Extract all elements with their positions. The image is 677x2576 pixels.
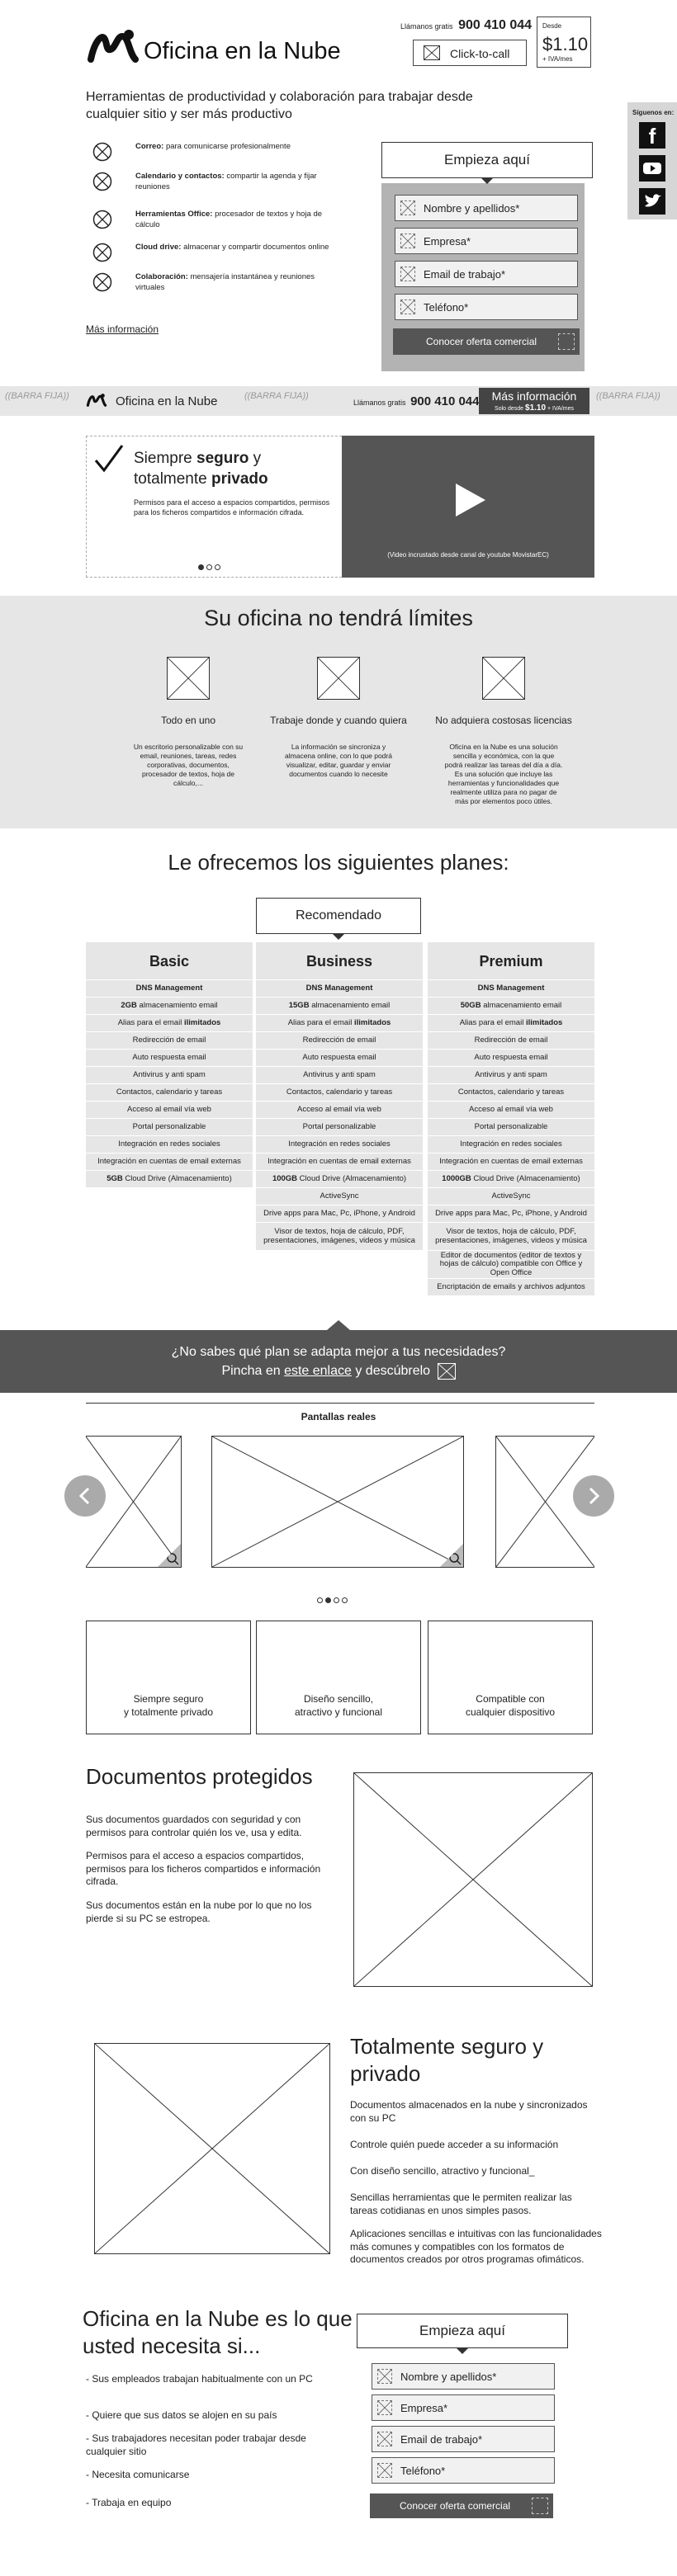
help-link[interactable]: este enlace xyxy=(284,1364,352,1379)
phone-label-line xyxy=(400,18,532,33)
help-bar xyxy=(0,1330,677,1393)
plan-feature: Encriptación de emails y archivos adjuntos xyxy=(428,1279,594,1296)
plan-feature: 100GB Cloud Drive (Almacenamiento) xyxy=(256,1171,423,1188)
carousel-next-button[interactable] xyxy=(573,1475,614,1517)
feature-text: para comunicarse profesionalmente xyxy=(165,142,291,151)
benefit-line1: Siempre seguro xyxy=(133,1693,204,1705)
phone-placeholder-icon xyxy=(424,45,440,60)
promo-dot-2[interactable] xyxy=(206,564,212,570)
fixed-bar-sub-pre: Solo desde xyxy=(495,406,524,412)
facebook-icon[interactable]: f xyxy=(639,122,665,149)
field-label: Teléfono* xyxy=(424,301,469,314)
screens-divider xyxy=(86,1403,594,1404)
play-icon[interactable] xyxy=(452,484,485,517)
screenshot-placeholder[interactable] xyxy=(211,1436,464,1568)
form-field[interactable] xyxy=(395,195,578,221)
submit-button[interactable] xyxy=(393,328,580,355)
circle-x-icon xyxy=(92,210,112,229)
limit-title: No adquiera costosas licencias xyxy=(435,715,572,726)
screens-title: Pantallas reales xyxy=(301,1411,376,1422)
plan-feature: DNS Management xyxy=(86,980,253,998)
field-placeholder-icon xyxy=(400,267,415,281)
help-pointer xyxy=(327,1320,350,1330)
limits-title: Su oficina no tendrá límites xyxy=(204,606,473,630)
form-field[interactable] xyxy=(372,2363,555,2390)
promo-dots[interactable] xyxy=(198,559,220,574)
secure-p4: Sencillas herramientas que le permiten realizar las tareas cotidianas en unos simples pasos. xyxy=(350,2191,572,2216)
form-title-box xyxy=(381,142,593,178)
plan-feature: Visor de textos, hoja de cálculo, PDF, presentaciones, imágenes, videos y música xyxy=(428,1223,594,1251)
recommended-pointer xyxy=(332,933,345,940)
recommended-label: Recomendado xyxy=(295,908,382,922)
plan-feature: Acceso al email vía web xyxy=(428,1102,594,1119)
help-line2 xyxy=(0,1363,677,1380)
plan-feature: Integración en cuentas de email externas xyxy=(256,1154,423,1171)
circle-x-icon xyxy=(92,172,112,191)
need-item: - Trabaja en equipo xyxy=(86,2497,172,2508)
field-label: Email de trabajo* xyxy=(400,2433,482,2446)
video-player[interactable] xyxy=(342,436,594,578)
screens-dots[interactable] xyxy=(317,1592,348,1607)
plan-feature: Alias para el email ilimitados xyxy=(86,1015,253,1032)
form-pointer xyxy=(481,177,494,184)
plan-feature: Acceso al email vía web xyxy=(256,1102,423,1119)
plan-feature: Antivirus y anti spam xyxy=(428,1067,594,1084)
benefit-line1: Diseño sencillo, xyxy=(303,1693,374,1705)
plan-feature: DNS Management xyxy=(256,980,423,998)
social-label: Síguenos en: xyxy=(632,109,675,116)
field-placeholder-icon xyxy=(377,2369,392,2384)
youtube-icon[interactable] xyxy=(639,155,665,182)
phone-number[interactable]: 900 410 044 xyxy=(458,18,533,32)
fixed-bar-label-left: ((BARRA FIJA)) xyxy=(5,391,69,401)
promo-dot-1[interactable] xyxy=(198,564,204,570)
fixed-bar-more-sub xyxy=(479,403,589,413)
plan-column-business xyxy=(256,942,423,1251)
need-item: - Quiere que sus datos se alojen en su país xyxy=(86,2409,277,2421)
benefit-line2: atractivo y funcional xyxy=(294,1706,383,1719)
price-label: Desde xyxy=(542,22,562,30)
help-line2-post: y descúbrelo xyxy=(351,1364,431,1379)
field-label: Nombre y apellidos* xyxy=(424,202,520,215)
limit-image-placeholder xyxy=(317,657,360,700)
field-label: Teléfono* xyxy=(400,2465,446,2477)
recommended-badge xyxy=(256,898,421,934)
limit-title: Trabaje donde y cuando quiera xyxy=(270,715,407,726)
feature-title: Correo: xyxy=(135,142,164,151)
plan-name: Basic xyxy=(86,942,253,980)
plan-feature: Portal personalizable xyxy=(428,1119,594,1136)
secure-p3: Con diseño sencillo, atractivo y funcional_ xyxy=(350,2165,535,2177)
plan-feature: Redirección de email xyxy=(428,1032,594,1050)
field-placeholder-icon xyxy=(400,201,415,215)
promo-title-pre: Siempre xyxy=(134,450,197,467)
submit-button-bottom[interactable] xyxy=(370,2493,553,2518)
field-label: Empresa* xyxy=(400,2402,448,2414)
plan-feature: Antivirus y anti spam xyxy=(86,1067,253,1084)
fixed-bar-label-right: ((BARRA FIJA)) xyxy=(596,391,660,401)
help-line1: ¿No sabes qué plan se adapta mejor a tus necesidades? xyxy=(171,1345,506,1359)
benefit-box xyxy=(428,1621,593,1734)
form2-title: Empieza aquí xyxy=(419,2323,505,2338)
plan-feature: Integración en redes sociales xyxy=(256,1136,423,1154)
price-box xyxy=(537,17,591,68)
plan-feature: 2GB almacenamiento email xyxy=(86,998,253,1015)
form-field[interactable] xyxy=(372,2457,555,2484)
circle-x-icon xyxy=(92,272,112,292)
logo[interactable] xyxy=(86,23,140,69)
plan-feature: Integración en redes sociales xyxy=(428,1136,594,1154)
fixed-bar-logo-icon[interactable] xyxy=(86,391,107,413)
secure-p5: Aplicaciones sencillas e intuitivas con las funcionalidades más comunes y compatibles con los formatos de documentos creados por otros programas ofimáticos. xyxy=(350,2228,602,2266)
submit-bottom-label: Conocer oferta comercial xyxy=(400,2500,511,2512)
plan-feature: Editor de documentos (editor de textos y hojas de cálculo) compatible con Office y Open Office xyxy=(428,1251,594,1279)
plan-feature: Redirección de email xyxy=(256,1032,423,1050)
form-field[interactable] xyxy=(395,261,578,287)
click-to-call-label: Click-to-call xyxy=(450,47,510,60)
twitter-icon[interactable] xyxy=(639,188,665,215)
feature-title: Herramientas Office: xyxy=(135,210,213,219)
docs-image-placeholder xyxy=(353,1772,593,1987)
fixed-bar-brand: Oficina en la Nube xyxy=(116,394,218,408)
plan-feature: Drive apps para Mac, Pc, iPhone, y Android xyxy=(428,1205,594,1223)
chevron-right-icon xyxy=(573,1475,614,1517)
fixed-bar-sub-post: + IVA/mes xyxy=(547,406,574,412)
benefit-box xyxy=(86,1621,251,1734)
plan-feature: Visor de textos, hoja de cálculo, PDF, presentaciones, imágenes, videos y música xyxy=(256,1223,423,1251)
field-label: Email de trabajo* xyxy=(424,268,505,281)
fixed-bar-more-label: Más información xyxy=(491,389,577,403)
need-item: - Sus empleados trabajan habitualmente con un PC xyxy=(86,2373,313,2385)
plan-feature: Integración en redes sociales xyxy=(86,1136,253,1154)
feature-title: Colaboración: xyxy=(135,272,188,281)
need-item: - Sus trabajadores necesitan poder trabajar desde cualquier sitio xyxy=(86,2432,306,2457)
fixed-bar-more-button[interactable] xyxy=(479,388,589,414)
plan-feature: Contactos, calendario y tareas xyxy=(86,1084,253,1102)
check-icon xyxy=(92,442,125,479)
plan-name: Business xyxy=(256,942,423,980)
price-value: $1.10 xyxy=(542,34,589,54)
promo-text: Permisos para el acceso a espacios compartidos, permisos para los ficheros compartidos e información cifrada. xyxy=(134,498,330,517)
form-field[interactable] xyxy=(372,2426,555,2452)
plan-feature: Auto respuesta email xyxy=(256,1050,423,1067)
screens-dot-1[interactable] xyxy=(317,1597,323,1603)
movistar-logo-icon xyxy=(86,23,140,69)
benefit-line2: cualquier dispositivo xyxy=(465,1706,556,1719)
fixed-bar-phone-label: Llámanos gratis xyxy=(353,399,406,407)
plan-feature: Contactos, calendario y tareas xyxy=(428,1084,594,1102)
help-arrow-icon[interactable] xyxy=(438,1363,456,1380)
tagline: Herramientas de productividad y colaboración para trabajar desde cualquier sitio y ser más productivo xyxy=(86,90,473,121)
form-field[interactable] xyxy=(395,228,578,254)
promo-title-mid: y totalmente xyxy=(134,450,262,488)
field-placeholder-icon xyxy=(377,2400,392,2415)
plan-feature: 50GB almacenamiento email xyxy=(428,998,594,1015)
feature-title: Cloud drive: xyxy=(135,243,182,252)
submit-bottom-arrow-icon xyxy=(532,2498,548,2514)
plan-feature: Acceso al email vía web xyxy=(86,1102,253,1119)
plan-feature: Drive apps para Mac, Pc, iPhone, y Android xyxy=(256,1205,423,1223)
plan-feature: ActiveSync xyxy=(428,1188,594,1205)
feature-text: almacenar y compartir documentos online xyxy=(183,243,329,252)
submit-label: Conocer oferta comercial xyxy=(426,336,537,347)
plan-feature: 15GB almacenamiento email xyxy=(256,998,423,1015)
secure-p1: Documentos almacenados en la nube y sincronizados con su PC xyxy=(350,2099,588,2124)
need-title: Oficina en la Nube es lo que usted necesita si... xyxy=(83,2306,353,2358)
field-placeholder-icon xyxy=(377,2432,392,2446)
plan-column-premium xyxy=(428,942,594,1296)
need-item: - Necesita comunicarse xyxy=(86,2469,190,2480)
fixed-bar-phone xyxy=(353,394,479,408)
video-caption: (Video incrustado desde canal de youtube MovistarEC) xyxy=(387,551,549,559)
circle-x-icon xyxy=(92,243,112,262)
fixed-bar-sub-price: $1.10 xyxy=(525,403,547,413)
social-sidebar xyxy=(627,102,677,219)
secure-p2: Controle quién puede acceder a su información xyxy=(350,2139,559,2150)
feature-text: mensajería instantánea y reuniones virtuales xyxy=(135,272,315,292)
form-field[interactable] xyxy=(395,294,578,320)
docs-title: Documentos protegidos xyxy=(86,1764,313,1789)
plan-column-basic xyxy=(86,942,253,1188)
feature-text: procesador de textos y hoja de cálculo xyxy=(135,210,323,229)
secure-image-placeholder xyxy=(94,2043,330,2254)
limit-title: Todo en uno xyxy=(160,715,216,726)
plan-feature: DNS Management xyxy=(428,980,594,998)
fixed-bar-phone-number[interactable]: 900 410 044 xyxy=(410,394,480,408)
plan-feature: Integración en cuentas de email externas xyxy=(86,1154,253,1171)
click-to-call-button[interactable] xyxy=(413,40,527,66)
more-info-link[interactable]: Más información xyxy=(86,323,159,335)
field-placeholder-icon xyxy=(400,234,415,248)
limit-text: Un escritorio personalizable con su email, reuniones, tareas, redes corporativas, documentos, procesador de textos, hoja de cálculo,... xyxy=(133,743,244,788)
promo-title xyxy=(134,449,324,489)
plan-feature: Contactos, calendario y tareas xyxy=(256,1084,423,1102)
promo-title-bold1: seguro xyxy=(196,450,249,467)
plan-feature: Redirección de email xyxy=(86,1032,253,1050)
benefit-line1: Compatible con xyxy=(476,1693,545,1705)
carousel-prev-button[interactable] xyxy=(64,1475,106,1517)
limit-image-placeholder xyxy=(167,657,210,700)
feature-title: Calendario y contactos: xyxy=(135,172,225,181)
plan-feature: Antivirus y anti spam xyxy=(256,1067,423,1084)
form2-pointer xyxy=(456,2347,469,2354)
docs-p1: Sus documentos guardados con seguridad y con permisos para controlar quién los ve, usa y edita. xyxy=(86,1814,302,1838)
screens-dot-2[interactable] xyxy=(325,1597,331,1603)
field-placeholder-icon xyxy=(377,2463,392,2478)
form-title: Empieza aquí xyxy=(444,152,530,167)
plan-feature: Portal personalizable xyxy=(86,1119,253,1136)
secure-title: Totalmente seguro y privado xyxy=(350,2034,544,2086)
promo-dot-3[interactable] xyxy=(215,564,220,570)
screens-dot-3[interactable] xyxy=(334,1597,339,1603)
field-label: Empresa* xyxy=(424,235,471,248)
price-unit: + IVA/mes xyxy=(542,55,573,63)
plan-feature: ActiveSync xyxy=(256,1188,423,1205)
brand-title: Oficina en la Nube xyxy=(144,38,341,64)
plan-feature: 5GB Cloud Drive (Almacenamiento) xyxy=(86,1171,253,1188)
plan-feature: Auto respuesta email xyxy=(86,1050,253,1067)
limit-text: La información se sincroniza y almacena online, con lo que podrá visualizar, editar, guardar y enviar documentos cuando lo necesite xyxy=(285,743,392,779)
limit-image-placeholder xyxy=(482,657,525,700)
form-field[interactable] xyxy=(372,2394,555,2421)
field-label: Nombre y apellidos* xyxy=(400,2371,497,2383)
phone-label: Llámanos gratis xyxy=(400,22,453,31)
circle-x-icon xyxy=(92,142,112,162)
benefit-line2: y totalmente privado xyxy=(123,1706,214,1719)
fixed-bar-label-mid: ((BARRA FIJA)) xyxy=(244,391,309,401)
help-line2-pre: Pincha en xyxy=(221,1364,285,1379)
plan-feature: Alias para el email ilimitados xyxy=(256,1015,423,1032)
plans-title: Le ofrecemos los siguientes planes: xyxy=(168,850,509,875)
form2-title-box xyxy=(357,2314,568,2348)
screens-dot-4[interactable] xyxy=(342,1597,348,1603)
plan-feature: Alias para el email ilimitados xyxy=(428,1015,594,1032)
chevron-left-icon xyxy=(64,1475,106,1517)
field-placeholder-icon xyxy=(400,300,415,314)
feature-text: compartir la agenda y fijar reuniones xyxy=(135,172,317,191)
submit-arrow-icon xyxy=(558,333,575,350)
plan-feature: Auto respuesta email xyxy=(428,1050,594,1067)
docs-p2: Permisos para el acceso a espacios compartidos, permisos para los ficheros compartidos e información cifrada. xyxy=(86,1850,321,1888)
benefit-box xyxy=(256,1621,421,1734)
limit-text: Oficina en la Nube es una solución sencilla y económica, con la que podrá realizar las tareas del día a día. Es una solución que incluye las herramientas y funcionalidades que realmente utiliza para no pagar de más por elementos poco útiles. xyxy=(444,743,563,806)
docs-p3: Sus documentos están en la nube por lo que no los pierde si su PC se estropea. xyxy=(86,1899,312,1924)
plan-feature: Portal personalizable xyxy=(256,1119,423,1136)
plan-feature: Integración en cuentas de email externas xyxy=(428,1154,594,1171)
promo-title-bold2: privado xyxy=(211,469,268,488)
plan-name: Premium xyxy=(428,942,594,980)
plan-feature: 1000GB Cloud Drive (Almacenamiento) xyxy=(428,1171,594,1188)
